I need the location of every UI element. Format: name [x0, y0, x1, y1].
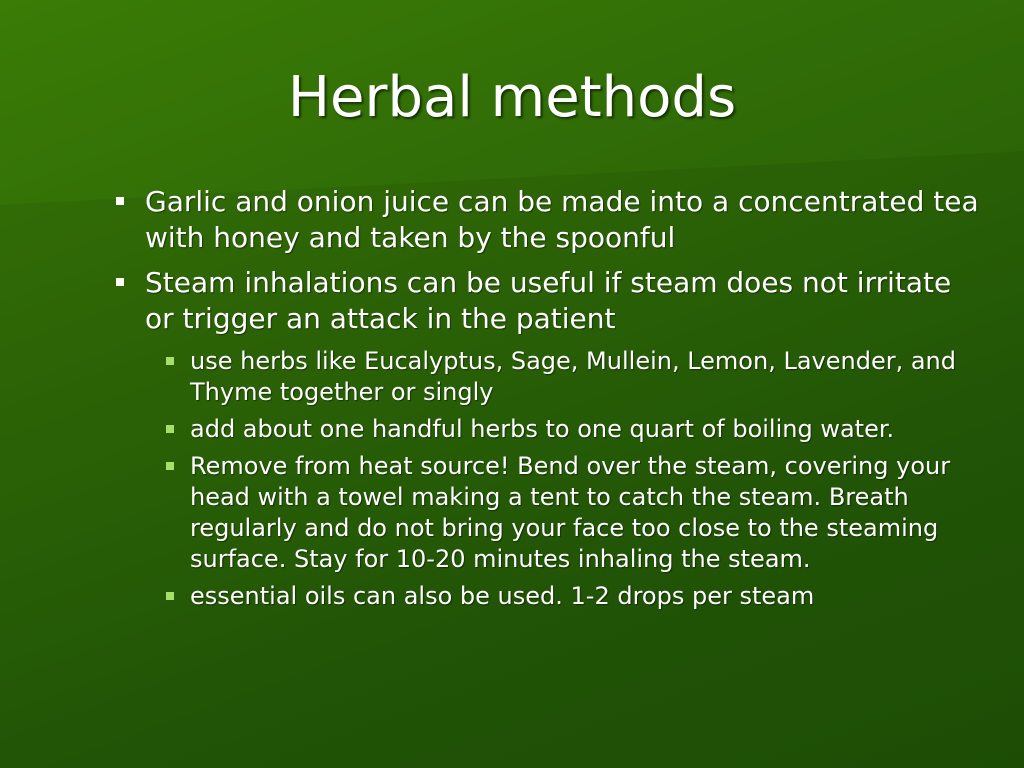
sub-bullet-text: Remove from heat source! Bend over the steam, covering your head with a towel making a tent to catch the steam. Breath regularly and do not bring your face too close to the steaming surface. Stay for 10-20 minutes inhaling the steam.: [190, 452, 951, 573]
sub-bullet-text: add about one handful herbs to one quart of boiling water.: [190, 415, 895, 443]
square-bullet-icon: [116, 197, 124, 205]
bullet-item: [110, 184, 980, 256]
slide-title: Herbal methods: [287, 65, 737, 130]
sub-bullet-item: [110, 581, 980, 612]
sub-bullet-item: [110, 346, 980, 408]
sub-bullet-item: [110, 414, 980, 445]
square-bullet-icon: [166, 592, 174, 600]
square-bullet-icon: [166, 425, 174, 433]
sub-bullet-text: use herbs like Eucalyptus, Sage, Mullein, Lemon, Lavender, and Thyme together or singly: [190, 347, 956, 406]
sub-bullet-item: [110, 451, 980, 575]
bullet-text: Garlic and onion juice can be made into a concentrated tea with honey and taken by the spoonful: [145, 185, 979, 254]
square-bullet-icon: [166, 462, 174, 470]
square-bullet-icon: [116, 278, 124, 286]
sub-bullet-text: essential oils can also be used. 1-2 drops per steam: [190, 582, 815, 610]
bullet-text: Steam inhalations can be useful if steam does not irritate or trigger an attack in the patient: [145, 266, 952, 335]
sub-bullet-list: [110, 346, 980, 612]
square-bullet-icon: [166, 357, 174, 365]
bullet-list: [110, 184, 980, 618]
bullet-item: [110, 265, 980, 337]
